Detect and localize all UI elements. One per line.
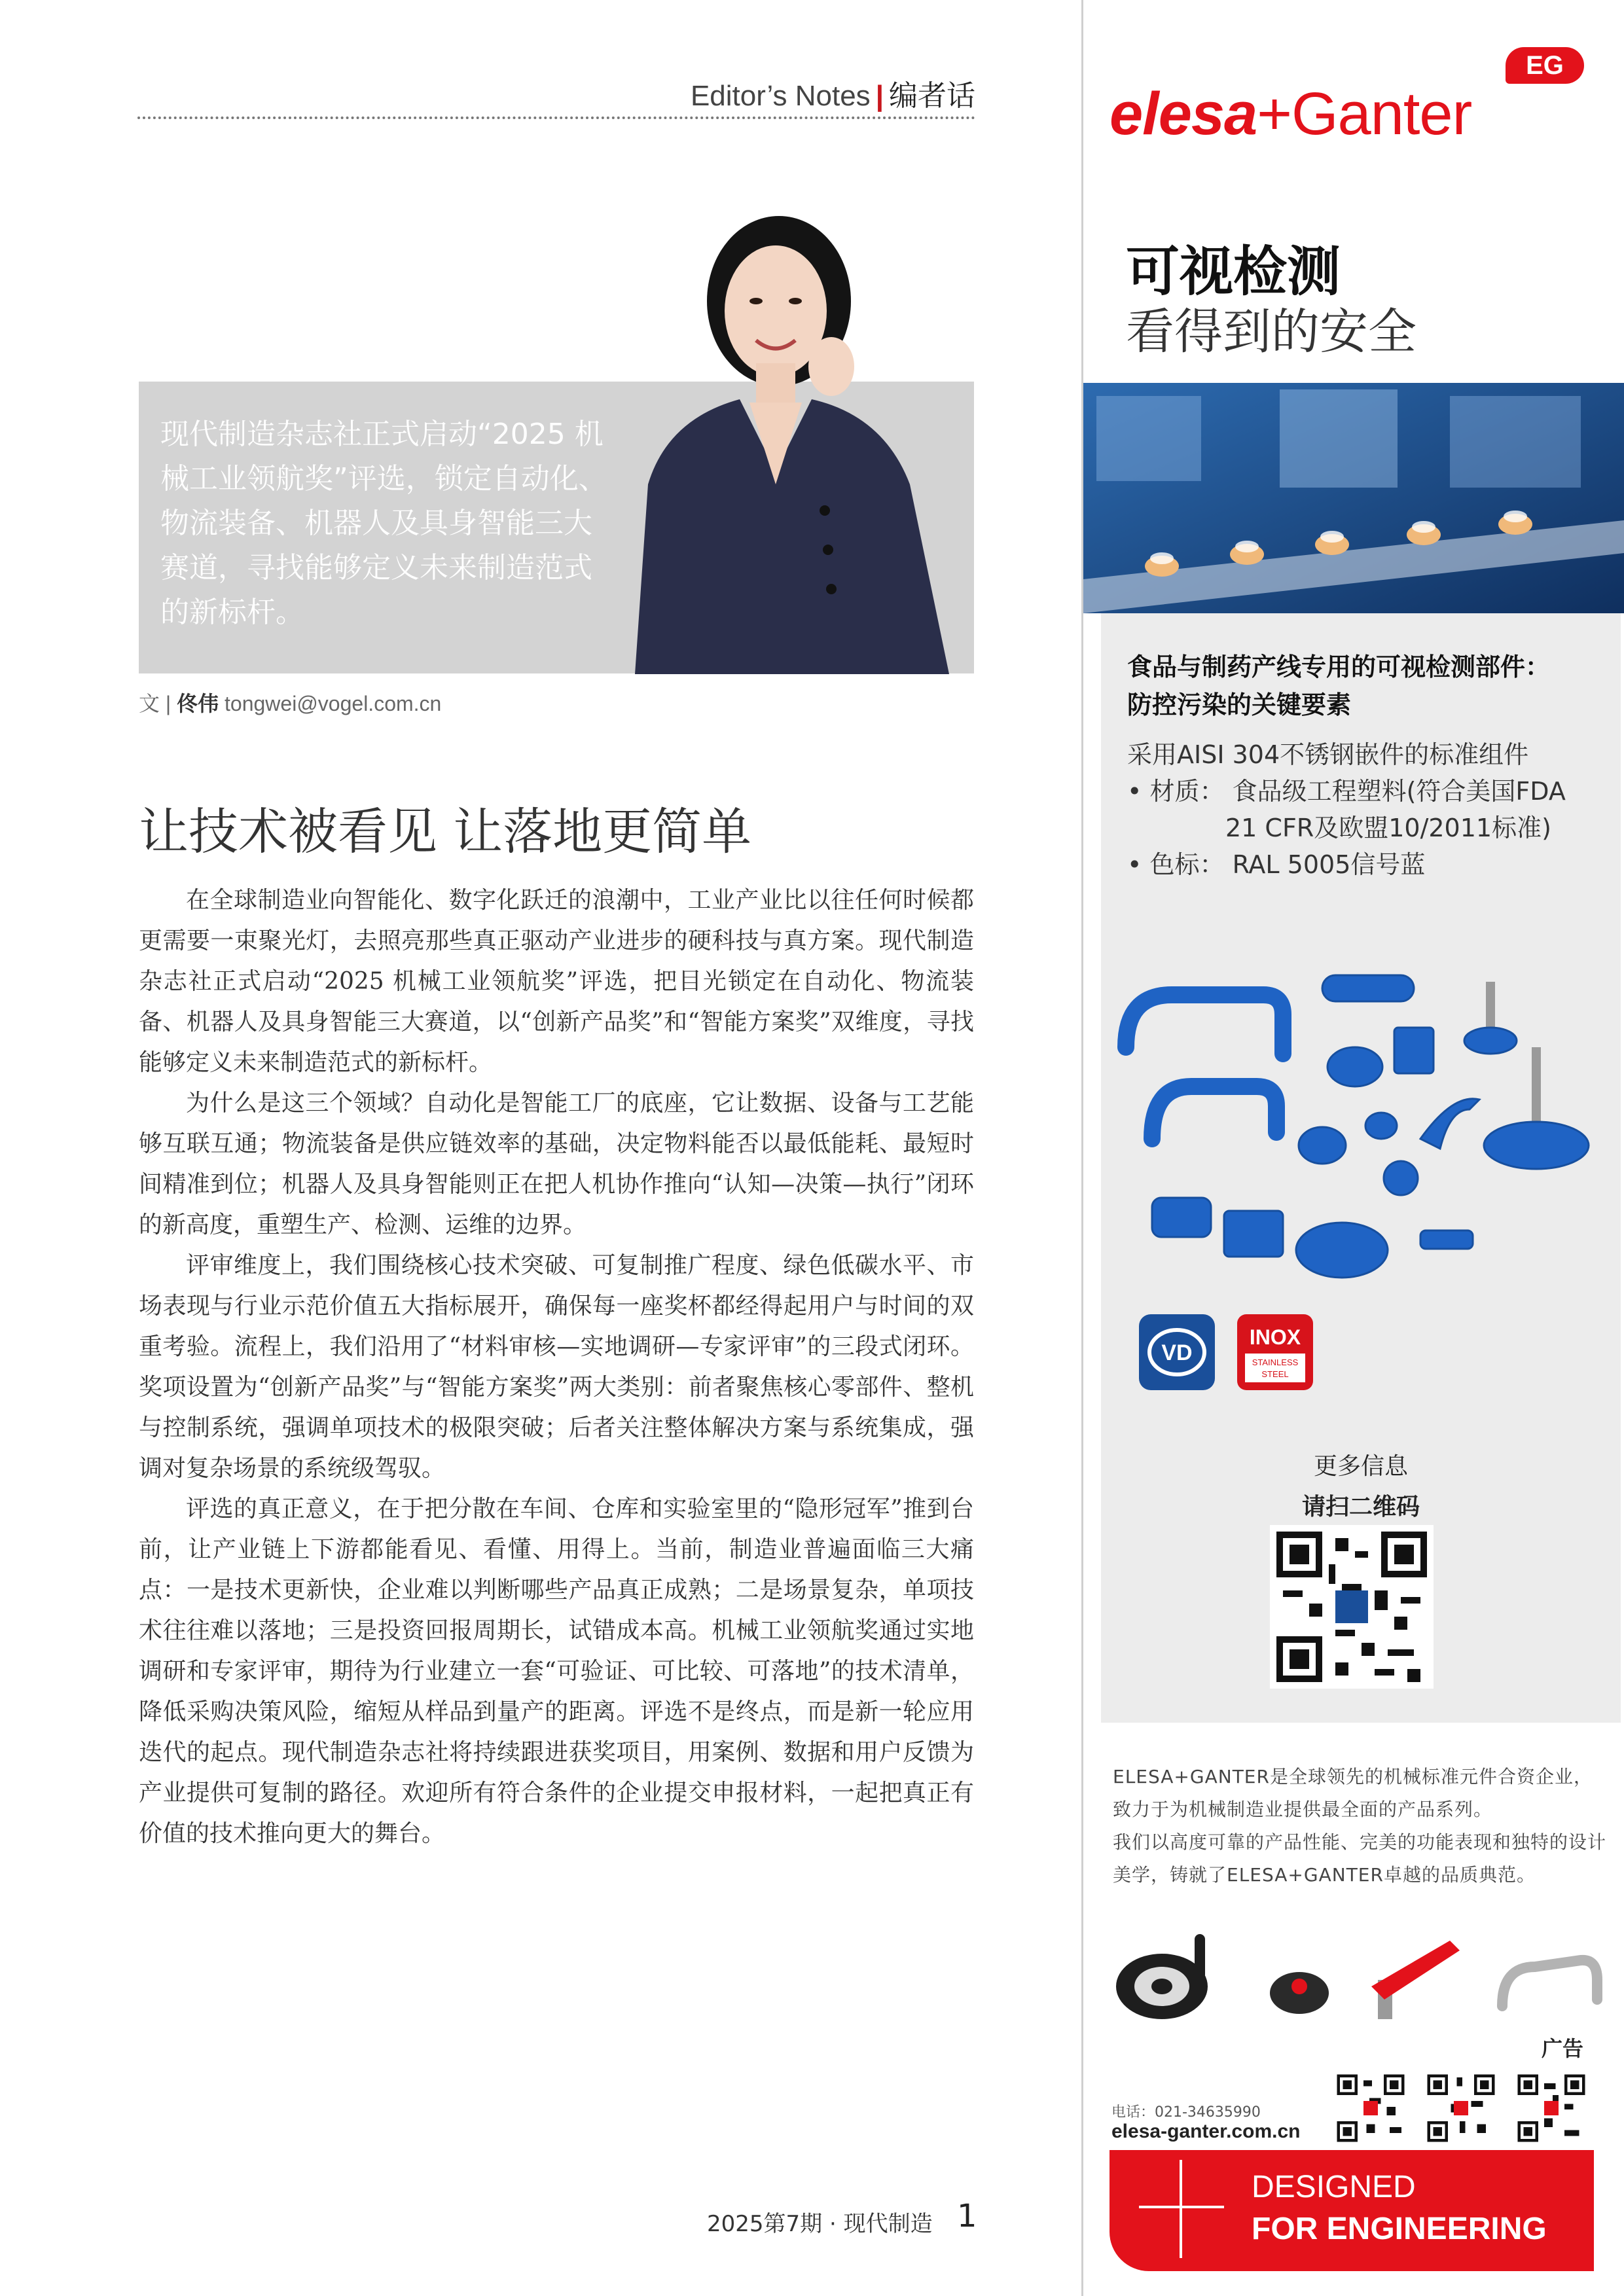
product-thumbnails: [1110, 1921, 1607, 2032]
spec-line: 采用AISI 304不锈钢嵌件的标准组件: [1127, 740, 1529, 769]
ad-label: 广告: [1542, 2036, 1584, 2061]
article-paragraph: 评选的真正意义，在于把分散在车间、仓库和实验室里的“隐形冠军”推到台前，让产业链上下游都能看见、看懂、用得上。当前，制造业普遍面临三大痛点：一是技术更新快，企业难以判断哪些产品真正成熟；二是场景复杂，单项技术往往难以落地；三是投资回报周期长，试错成本高。机械工业领航奖通过实地调研和专家评审，期待为行业建立一套“可验证、可比较、可落地”的技术清单，降低采购决策风险，缩短从样品到量产的距离。评选不是终点，而是新一轮应用迭代的起点。现代制造杂志社将持续跟进获奖项目，用案例、数据和用户反馈为产业提供可复制的路径。欢迎所有符合条件的企业提交申报材料，一起把真正有价值的技术推向更大的舞台。: [139, 1496, 974, 1847]
blue-components-image: [1113, 969, 1610, 1283]
svg-text:STEEL: STEEL: [1261, 1369, 1289, 1379]
article-paragraph: 为什么是这三个领域？自动化是智能工厂的底座，它让数据、设备与工艺能够互联互通；物流装备是供应链效率的基础，决定物料能否以最低能耗、最短时间精准到位；机器人及具身智能则正在把人机协作推向“认知—决策—执行”闭环的新高度，重塑生产、检测、运维的边界。: [139, 1090, 974, 1238]
column-divider: [1081, 0, 1083, 2296]
pull-quote-text: 现代制造杂志社正式启动“2025 机械工业领航奖”评选，锁定自动化、物流装备、机器人及具身智能三大赛道，寻找能够定义未来制造范式的新标杆。: [160, 418, 607, 629]
about-line: 我们以高度可靠的产品性能、完美的功能表现和独特的设计美学，铸就了ELESA+GANTER卓越的品质典范。: [1113, 1831, 1607, 1886]
qr-code-small[interactable]: [1334, 2072, 1407, 2145]
spec-line: 21 CFR及欧盟10/2011标准): [1225, 814, 1551, 842]
scan-qr-label: 请扫二维码: [1301, 1494, 1420, 1520]
section-separator: |: [875, 80, 884, 112]
svg-text:INOX: INOX: [1249, 1325, 1301, 1349]
svg-text:STAINLESS: STAINLESS: [1252, 1357, 1299, 1367]
header-dotted-rule: [137, 117, 975, 119]
section-header: [137, 72, 975, 118]
plus-icon: [1180, 2160, 1182, 2258]
article-paragraph: 在全球制造业向智能化、数字化跃迁的浪潮中，工业产业比以往任何时候都更需要一束聚光灯，去照亮那些真正驱动产业进步的硬科技与真方案。现代制造杂志社正式启动“2025 机械工业领航奖”评选，把目光锁定在自动化、物流装备、机器人及具身智能三大赛道，以“创新产品奖”和“智能方案奖”双维度，寻找能够定义未来制造范式的新标杆。: [139, 887, 974, 1076]
brand-logo: elesa+Ganter: [1110, 81, 1472, 147]
handle-icon: [1502, 1960, 1597, 2006]
factory-line-image: [1083, 383, 1624, 613]
svg-text:VD: VD: [1161, 1340, 1193, 1365]
byline-author: 佟伟: [177, 692, 219, 715]
ad-title: 可视检测: [1126, 241, 1341, 303]
editor-portrait: [609, 196, 975, 674]
qr-code-small[interactable]: [1515, 2072, 1588, 2145]
page-number: 1: [957, 2198, 977, 2234]
section-label-en: Editor’s Notes: [690, 80, 871, 112]
ad-panel-heading: 食品与制药产线专用的可视检测部件： 防控污染的关键要素: [1127, 653, 1551, 719]
ad-subtitle: 看得到的安全: [1126, 304, 1416, 360]
byline-prefix: 文 |: [139, 692, 177, 715]
knob-icon: [1270, 1972, 1329, 2014]
website-link[interactable]: elesa-ganter.com.cn: [1111, 2121, 1301, 2142]
inox-stainless-badge: [1236, 1313, 1314, 1391]
qr-code[interactable]: [1270, 1525, 1434, 1689]
brand-badge: EG: [1506, 47, 1584, 84]
about-line: ELESA+GANTER是全球领先的机械标准元件合资企业，致力于为机械制造业提供最全面的产品系列。: [1113, 1766, 1593, 1820]
contact-phone: 电话：021-34635990: [1111, 2104, 1261, 2121]
more-info-label: 更多信息: [1313, 1453, 1408, 1480]
byline: [139, 687, 441, 717]
qr-code-small[interactable]: [1424, 2072, 1498, 2145]
lever-icon: [1371, 1941, 1460, 2019]
section-label-cn: 编者话: [889, 80, 975, 112]
byline-email: tongwei@vogel.com.cn: [219, 692, 442, 715]
spec-line: • 材质： 食品级工程塑料(符合美国FDA: [1127, 777, 1566, 806]
article-body: [139, 880, 974, 1854]
spec-line: • 色标： RAL 5005信号蓝: [1127, 850, 1426, 879]
ad-spec-list: [1127, 736, 1612, 883]
vd-certification-badge: [1138, 1313, 1216, 1391]
handwheel-icon: [1116, 1934, 1208, 2019]
article-paragraph: 评审维度上，我们围绕核心技术突破、可复制推广程度、绿色低碳水平、市场表现与行业示范价值五大指标展开，确保每一座奖杯都经得起用户与时间的双重考验。流程上，我们沿用了“材料审核—实地调研—专家评审”的三段式闭环。奖项设置为“创新产品奖”与“智能方案奖”两大类别：前者聚焦核心零部件、整机与控制系统，强调单项技术的极限突破；后者关注整体解决方案与系统集成，强调对复杂场景的系统级驾驭。: [139, 1252, 974, 1482]
company-about: [1113, 1761, 1610, 1892]
plus-icon-bar: [1139, 2206, 1224, 2208]
footer-issue: 2025第7期 · 现代制造: [707, 2211, 933, 2237]
article-title: 让技术被看见 让落地更简单: [139, 802, 752, 861]
tagline: DESIGNED FOR ENGINEERING: [1252, 2170, 1547, 2246]
more-info: [1101, 1446, 1621, 1528]
